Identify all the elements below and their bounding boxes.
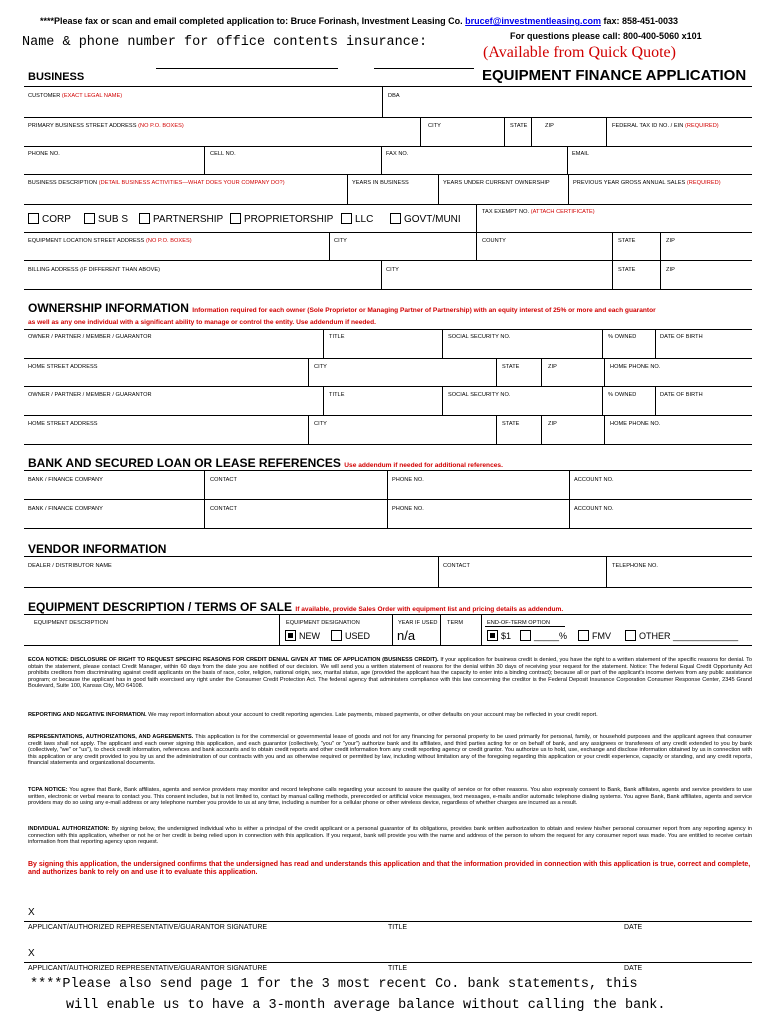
taxid-label: FEDERAL TAX ID NO. / EIN (REQUIRED) [612, 123, 719, 129]
equipment-top-rule [24, 614, 752, 615]
divider [204, 471, 205, 499]
reps-body: This application is for the commercial or governmental lease of goods and not for any financing for personal property to be used primarily for personal, family, or household purposes and the applicant agrees that consumer credit laws shall not apply. The applicant and each owner signing this application, and each guarantor (collectively, "you" or "your") authorize bank and its affiliates, and third parties acting for or on behalf of bank, and any assignees or transferees of any credit extended to you by bank (collectively, "we" or "us"), to check credit information, references and bank accounts and to obtain credit reports and other credit information from any credit reporting agency or credit grantor. You authorize us to hold, use, exchange and disclose information obtained by us in connection with this application or any credit provided to you by us and the administration of our contracts with you and as otherwise required or permitted by law, including without limitation any of the foregoing regarding this application or your credit experience, capacity or standing, and any credit reports, financial statements and organizational documents. [28, 734, 752, 767]
divider [382, 87, 383, 117]
bank2-phone-label: PHONE NO. [392, 506, 424, 512]
bank-top-rule [24, 470, 752, 471]
divider [567, 146, 568, 174]
bank1-account-label: ACCOUNT NO. [574, 477, 614, 483]
owner1-ssn-label: SOCIAL SECURITY NO. [448, 334, 511, 340]
dba-label: DBA [388, 93, 400, 99]
partnership-box[interactable] [139, 213, 150, 224]
divider [24, 415, 752, 416]
divider [569, 471, 570, 499]
vendor-contact-label: CONTACT [443, 563, 470, 569]
owner1-dob-label: DATE OF BIRTH [660, 334, 703, 340]
equipment-title: EQUIPMENT DESCRIPTION / TERMS OF SALE If available, provide Sales Order with equipment list and pricing details as addendum. [28, 600, 564, 614]
divider [481, 615, 482, 645]
tcpa-notice [28, 787, 752, 807]
signature1-date-label: DATE [624, 924, 643, 931]
divider [24, 587, 752, 588]
divider [420, 117, 421, 146]
divider [308, 415, 309, 444]
vendor-top-rule [24, 556, 752, 557]
insurance-note: Name & phone number for office contents insurance: [22, 35, 428, 50]
dealer-label: DEALER / DISTRIBUTOR NAME [28, 563, 112, 569]
signature1-line[interactable] [24, 921, 752, 922]
owner2-home-label: HOME STREET ADDRESS [28, 421, 98, 427]
fmv-box[interactable] [578, 630, 589, 641]
divider [541, 415, 542, 444]
signature1-x: X [28, 907, 35, 918]
county-label: COUNTY [482, 238, 506, 244]
reps-title: REPRESENTATIONS, AUTHORIZATIONS, AND AGREEMENTS. [28, 734, 194, 740]
section-business-title: BUSINESS [28, 71, 85, 83]
insurance-blank-line-1[interactable] [156, 68, 338, 69]
years-label: YEARS IN BUSINESS [352, 180, 409, 186]
divider [606, 557, 607, 587]
signature1-label: APPLICANT/AUTHORIZED REPRESENTATIVE/GUARANTOR SIGNATURE [28, 924, 268, 931]
owner2-home-phone-label: HOME PHONE NO. [610, 421, 661, 427]
owner1-city-label: CITY [314, 364, 327, 370]
footer-line-2: will enable us to have a 3-month average balance without calling the bank. [66, 998, 666, 1013]
confirmation-statement: By signing this application, the undersigned confirms that the undersigned has read and understands this application and that the information provided in connection with this application is true, correct and complete, and authorizes bank to rely on and use it to evaluate this application. [28, 861, 751, 877]
divider [438, 557, 439, 587]
equipment-designation-label: EQUIPMENT DESIGNATION [286, 620, 360, 626]
signature2-x: X [28, 948, 35, 959]
years-owner-label: YEARS UNDER CURRENT OWNERSHIP [443, 180, 550, 186]
divider [24, 174, 752, 175]
divider [24, 645, 752, 646]
owner2-name-label: OWNER / PARTNER / MEMBER / GUARANTOR [28, 392, 152, 398]
divider [24, 260, 752, 261]
bank1-contact-label: CONTACT [210, 477, 237, 483]
reporting-notice [28, 712, 752, 719]
reporting-body: We may report information about your account to credit reporting agencies. Late payments, missed payments, or other defaults on your account may be reflected in your credit report. [148, 712, 598, 718]
divider [347, 174, 348, 204]
owner2-pct-label: % OWNED [608, 392, 637, 398]
ecoa-notice [28, 657, 752, 690]
subs-checkbox[interactable]: SUB S [84, 213, 128, 225]
divider [440, 615, 441, 645]
owner2-zip-label: ZIP [548, 421, 557, 427]
percent-box[interactable] [520, 630, 531, 641]
term-label: TERM [447, 620, 464, 626]
divider [660, 232, 661, 260]
tax-exempt-label: TAX EXEMPT NO. (ATTACH CERTIFICATE) [482, 209, 595, 215]
divider [604, 415, 605, 444]
bank2-contact-label: CONTACT [210, 506, 237, 512]
divider [24, 444, 752, 445]
subs-box[interactable] [84, 213, 95, 224]
divider [606, 117, 607, 146]
divider [24, 146, 752, 147]
year-if-used-label: YEAR IF USED [398, 620, 438, 626]
option-dollar1[interactable]: $1 [487, 630, 511, 641]
divider [204, 499, 205, 528]
tcpa-title: TCPA NOTICE: [28, 787, 68, 793]
divider [604, 358, 605, 386]
divider [308, 358, 309, 386]
divider [655, 386, 656, 415]
eot-label: END-OF-TERM OPTION [487, 620, 551, 626]
business-top-rule [24, 86, 752, 87]
divider [476, 232, 477, 260]
equip-city-label: CITY [334, 238, 347, 244]
bank2-company-label: BANK / FINANCE COMPANY [28, 506, 103, 512]
owner1-home-phone-label: HOME PHONE NO. [610, 364, 661, 370]
year-value[interactable]: n/a [397, 628, 416, 643]
equip-state-label: STATE [618, 238, 636, 244]
option-fmv[interactable]: FMV [578, 630, 611, 641]
fax-instructions-text: ****Please fax or scan and email completed application to: Bruce Forinash, Investment Leasing Co. [40, 16, 463, 26]
used-box[interactable] [331, 630, 342, 641]
billing-label: BILLING ADDRESS (IF DIFFERENT THAN ABOVE) [28, 267, 161, 273]
llc-checkbox[interactable]: LLC [341, 213, 373, 225]
ownership-title: OWNERSHIP INFORMATION Information required for each owner (Sole Proprietor or Managing Partner of Partnership) with an equity interest of 25% or more and each guarantor [28, 301, 656, 315]
divider [24, 386, 752, 387]
form-title: EQUIPMENT FINANCE APPLICATION [482, 67, 747, 84]
divider [602, 386, 603, 415]
option-other[interactable]: OTHER _____________ [625, 630, 738, 641]
fax-instructions [40, 16, 678, 26]
zip-label: ZIP [545, 123, 554, 129]
fax-label: FAX NO. [386, 151, 409, 157]
insurance-blank-line-2[interactable] [374, 68, 474, 69]
option-percent[interactable]: _____% [520, 630, 567, 641]
divider [569, 499, 570, 528]
gross-label: PREVIOUS YEAR GROSS ANNUAL SALES (REQUIRED) [573, 180, 721, 186]
ownership-top-rule [24, 329, 752, 330]
street-label: PRIMARY BUSINESS STREET ADDRESS (NO P.O. BOXES) [28, 123, 184, 129]
divider [381, 146, 382, 174]
indiv-title: INDIVIDUAL AUTHORIZATION: [28, 826, 110, 832]
divider [329, 232, 330, 260]
govt-checkbox[interactable]: GOVT/MUNI [390, 213, 461, 225]
owner2-title-label: TITLE [329, 392, 345, 398]
divider [541, 358, 542, 386]
ownership-note-line2: as well as any one individual with a significant ability to manage or control the entity. Use addendum if needed. [28, 319, 376, 326]
owner1-title-label: TITLE [329, 334, 345, 340]
owner2-city-label: CITY [314, 421, 327, 427]
vendor-title: VENDOR INFORMATION [28, 542, 167, 556]
divider [660, 260, 661, 289]
divider [442, 386, 443, 415]
divider [485, 626, 565, 627]
billing-zip-label: ZIP [666, 267, 675, 273]
divider [279, 615, 280, 645]
divider [438, 174, 439, 204]
representations-notice [28, 734, 752, 767]
owner1-zip-label: ZIP [548, 364, 557, 370]
cell-label: CELL NO. [210, 151, 236, 157]
divider [504, 117, 505, 146]
bank1-phone-label: PHONE NO. [392, 477, 424, 483]
divider [24, 358, 752, 359]
divider [655, 330, 656, 358]
owner1-name-label: OWNER / PARTNER / MEMBER / GUARANTOR [28, 334, 152, 340]
owner1-home-label: HOME STREET ADDRESS [28, 364, 98, 370]
ecoa-title: ECOA NOTICE: DISCLOSURE OF RIGHT TO REQUEST SPECIFIC REASONS FOR CREDIT DENIAL GIVEN AT TIME OF APPLICATION (BUSINESS CREDIT). [28, 657, 439, 663]
owner2-dob-label: DATE OF BIRTH [660, 392, 703, 398]
divider [24, 289, 752, 290]
divider [442, 330, 443, 358]
equipment-desc-label: EQUIPMENT DESCRIPTION [34, 620, 108, 626]
corp-box[interactable] [28, 213, 39, 224]
corp-checkbox[interactable]: CORP [28, 213, 71, 225]
owner1-state-label: STATE [502, 364, 520, 370]
divider [476, 204, 477, 232]
new-checkbox[interactable]: NEW [285, 630, 320, 641]
tcpa-body: You agree that Bank, Bank affiliates, agents and service providers may monitor and record telephone calls regarding your account to assure the quality of service or for other reasons. You also expressly consent to Bank, Bank affiliates, agents and service providers to use written, electronic or verbal means to contact you. This consent includes, but is not limited to, contact by manual calling methods, prerecorded or artificial voice messages, text messages, e-mails and/or automatic telephone dialing systems. You agree Bank, Bank affiliates, agents and service providers may do so using any e-mail address or any telephone number you provide to us at any time, including a number for a cellular phone or other wireless device, regardless of whether charges are incurred as a result. [28, 787, 752, 807]
govt-box[interactable] [390, 213, 401, 224]
fax-number: fax: 858-451-0033 [603, 16, 679, 26]
divider [496, 358, 497, 386]
other-box[interactable] [625, 630, 636, 641]
divider [323, 386, 324, 415]
divider [204, 146, 205, 174]
llc-box[interactable] [341, 213, 352, 224]
divider [602, 330, 603, 358]
billing-state-label: STATE [618, 267, 636, 273]
billing-city-label: CITY [386, 267, 399, 273]
divider [568, 174, 569, 204]
ecoa-body: If your application for business credit is denied, you have the right to a written statement of the specific reasons for denial. To obtain the statement, please contact Credit Manager, within 60 days from the date you are notified of our decision. We will send you a written statement of reasons for the denial within 30 days of receiving your request for the statement. Notice: The federal Equal Credit Opportunity Act prohibits creditors from discriminating against credit applicants on the basis of race, color, religion, national origin, sex, marital status, age (provided the applicant has the capacity to enter into a binding contract); because all or part of the applicant's income derives from any public assistance program; or because the applicant has in good faith exercised any right under the Consumer Credit Protection Act. The federal agency that administers compliance with this law concerning the creditor is the Federal Deposit Insurance Corporation Consumer Response Center, 2345 Grand Boulevard, Suite 100, Kansas City, MO 64108. [28, 657, 752, 690]
city-label: CITY [428, 123, 441, 129]
partnership-checkbox[interactable]: PARTNERSHIP [139, 213, 223, 225]
bank2-account-label: ACCOUNT NO. [574, 506, 614, 512]
signature2-title-label: TITLE [388, 965, 408, 972]
owner1-pct-label: % OWNED [608, 334, 637, 340]
phone-label: PHONE NO. [28, 151, 60, 157]
quick-quote-note: (Available from Quick Quote) [483, 44, 676, 61]
divider [612, 232, 613, 260]
divider [381, 260, 382, 289]
customer-label: CUSTOMER (EXACT LEGAL NAME) [28, 93, 123, 99]
divider [496, 415, 497, 444]
divider [323, 330, 324, 358]
state-label: STATE [510, 123, 528, 129]
reporting-title: REPORTING AND NEGATIVE INFORMATION. [28, 712, 147, 718]
signature1-title-label: TITLE [388, 924, 408, 931]
divider [24, 204, 752, 205]
bank1-company-label: BANK / FINANCE COMPANY [28, 477, 103, 483]
new-box-checked[interactable] [285, 630, 296, 641]
footer-line-1: ****Please also send page 1 for the 3 most recent Co. bank statements, this [30, 977, 638, 992]
proprietorship-box[interactable] [230, 213, 241, 224]
questions-line: For questions please call: 800-400-5060 x101 [510, 31, 702, 41]
email-label: EMAIL [572, 151, 590, 157]
equip-zip-label: ZIP [666, 238, 675, 244]
divider [612, 260, 613, 289]
divider [24, 117, 752, 118]
signature2-date-label: DATE [624, 965, 643, 972]
divider [531, 117, 532, 146]
email-link[interactable]: brucef@investmentleasing.com [465, 16, 601, 26]
individual-authorization [28, 826, 752, 846]
signature2-label: APPLICANT/AUTHORIZED REPRESENTATIVE/GUARANTOR SIGNATURE [28, 965, 268, 972]
divider [24, 499, 752, 500]
divider [387, 499, 388, 528]
divider [387, 471, 388, 499]
equip-location-label: EQUIPMENT LOCATION STREET ADDRESS (NO P.O. BOXES) [28, 238, 192, 244]
used-checkbox[interactable]: USED [331, 630, 370, 641]
divider [392, 615, 393, 645]
vendor-telephone-label: TELEPHONE NO. [612, 563, 659, 569]
description-label: BUSINESS DESCRIPTION (DETAIL BUSINESS ACTIVITIES—WHAT DOES YOUR COMPANY DO?) [28, 180, 285, 186]
indiv-body: By signing below, the undersigned individual who is either a principal of the credit applicant or a personal guarantor of its obligations, provides bank written authorization to obtain and review his/her personal consumer report from any reporting agency in connection with this application, whether or not he or her credit is being relied upon in connection with this application. If you request, bank will provide you with the name and address of the person to whom the request for any consumer report was made. You are entitled to receive certain information from that reporting agency upon request. [28, 826, 752, 846]
owner2-state-label: STATE [502, 421, 520, 427]
divider [24, 528, 752, 529]
dollar1-box-checked[interactable] [487, 630, 498, 641]
bank-title: BANK AND SECURED LOAN OR LEASE REFERENCES Use addendum if needed for additional references. [28, 456, 503, 470]
proprietorship-checkbox[interactable]: PROPRIETORSHIP [230, 213, 333, 225]
owner2-ssn-label: SOCIAL SECURITY NO. [448, 392, 511, 398]
divider [24, 232, 752, 233]
signature2-line[interactable] [24, 962, 752, 963]
